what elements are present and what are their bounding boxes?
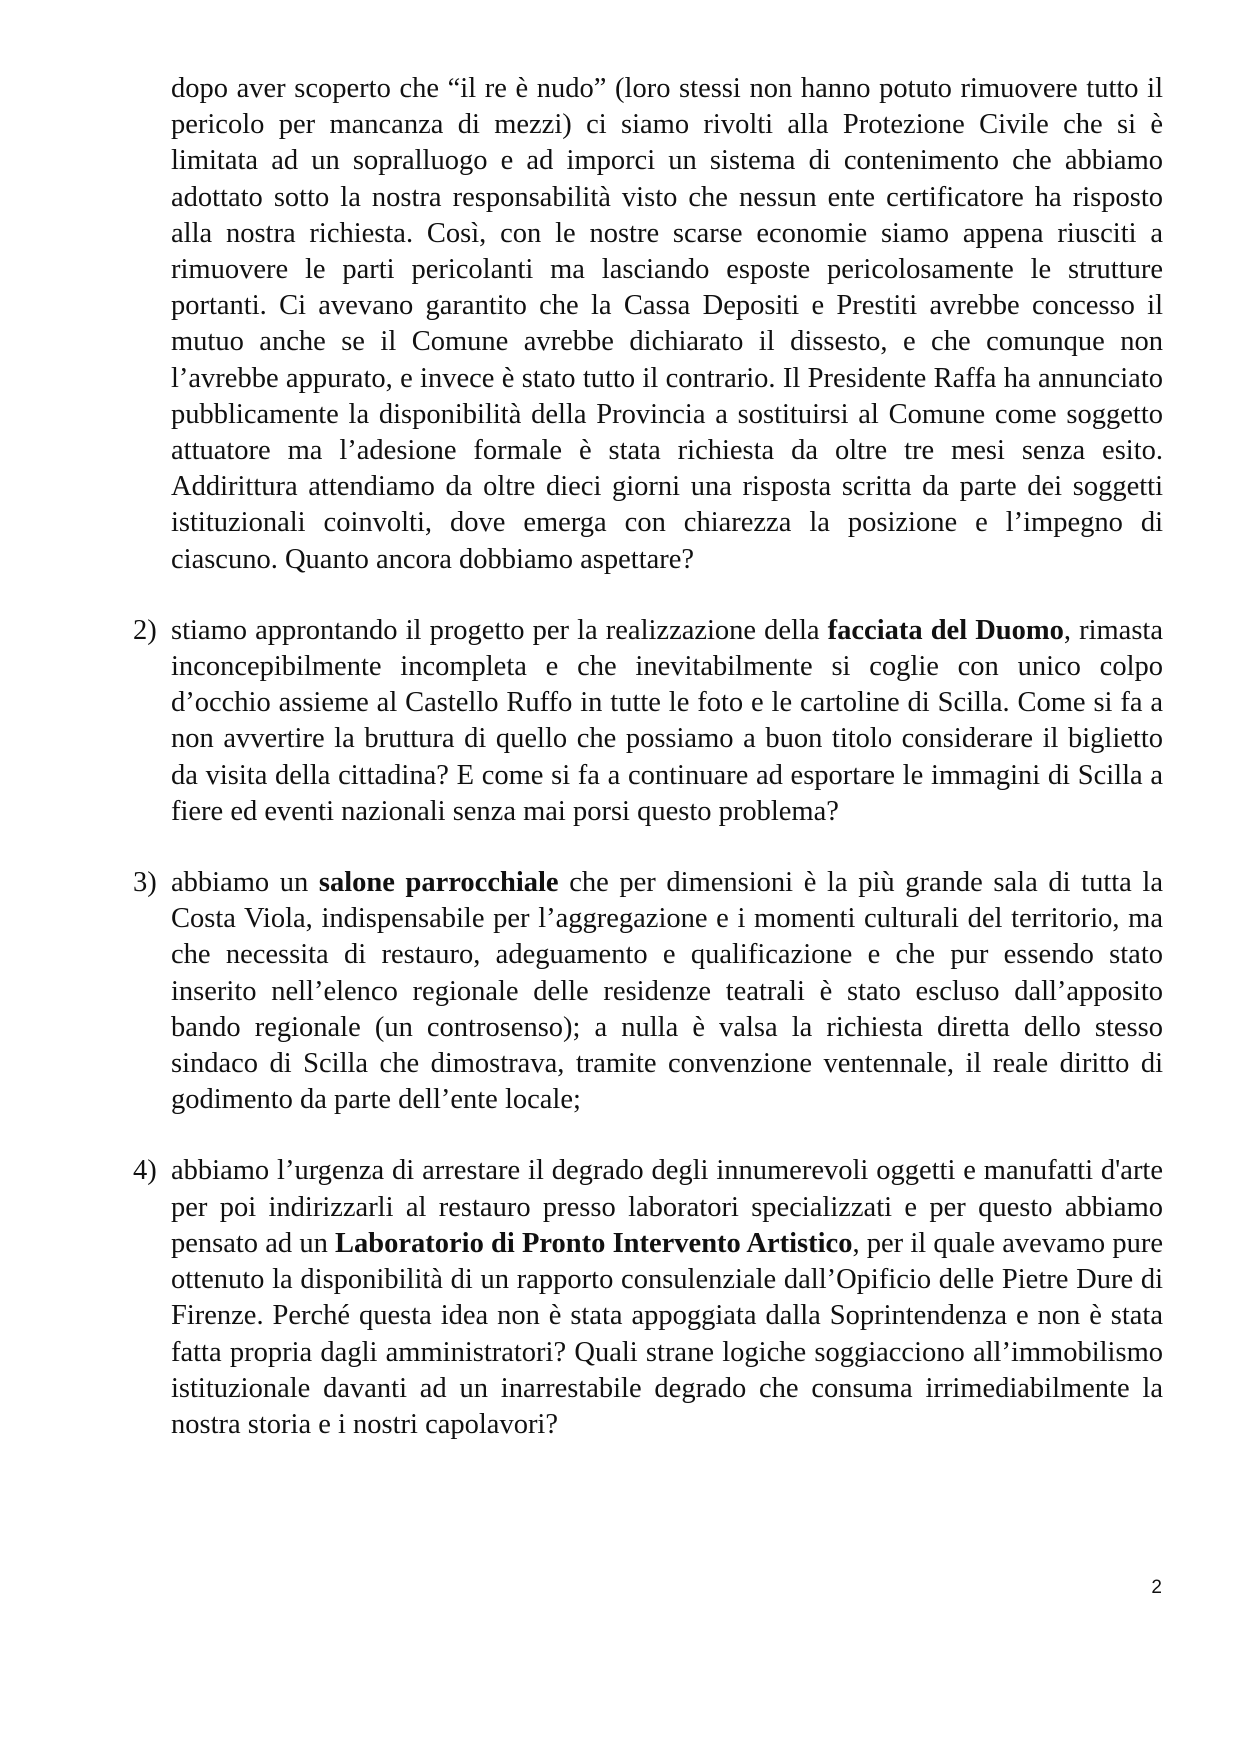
continuation-paragraph: dopo aver scoperto che “il re è nudo” (loro stessi non hanno potuto rimuovere tutto il pericolo per mancanza di mezzi) ci siamo rivolti alla Protezione Civile che si è limitata ad un sopralluogo e ad imporci un sistema di contenimento che abbiamo adottato sotto la nostra responsabilità visto che nessun ente certificatore ha risposto alla nostra richiesta. Così, con le nostre scarse economie siamo appena riusciti a rimuovere le parti pericolanti ma lasciando esposte pericolosamente le strutture portanti. Ci avevano garantito che la Cassa Depositi e Prestiti avrebbe concesso il mutuo anche se il Comune avrebbe dichiarato il dissesto, e che comunque non l’avrebbe appurato, e invece è stato tutto il contrario. Il Presidente Raffa ha annunciato pubblicamente la disponibilità della Provincia a sostituirsi al Comune come soggetto attuatore ma l’adesione formale è stata richiesta da oltre tre mesi senza esito. Addirittura attendiamo da oltre dieci giorni una risposta scritta da parte dei soggetti istituzionali coinvolti, dove emerga con chiarezza la posizione e l’impegno di ciascuno. Quanto ancora dobbiamo aspettare? [171, 73, 1163, 575]
list-item-text: abbiamo un salone parrocchiale che per dimensioni è la più grande sala di tutta la Costa Viola, indispensabile per l’aggregazione e i momenti culturali del territorio, ma che necessita di restauro, adeguamento e qualificazione e che pur essendo stato inserito nell’elenco regionale delle residenze teatrali è stato escluso dall’apposito bando regionale (un controsenso); a nulla è valsa la richiesta diretta dello stesso sindaco di Scilla che dimostrava, tramite convenzione ventennale, il reale diritto di godimento da parte dell’ente locale; [171, 867, 1164, 1116]
list-item-text: stiamo approntando il progetto per la realizzazione della facciata del Duomo, rimasta inconcepibilmente incompleta e che inevitabilmente si coglie con unico colpo d’occhio assieme al Castello Ruffo in tutte le foto e le cartoline di Scilla. Come si fa a non avvertire la bruttura di quello che possiamo a buon titolo considerare il biglietto da visita della cittadina? E come si fa a continuare ad esportare le immagini di Scilla a fiere ed eventi nazionali senza mai porsi questo problema? [171, 614, 1163, 827]
list-item-number: 4) [133, 1155, 157, 1187]
page-number: 2 [1151, 1577, 1162, 1598]
list-item [133, 865, 1164, 1118]
list-item-number: 3) [133, 867, 157, 899]
bold-phrase: Laboratorio di Pronto Intervento Artistico [335, 1227, 853, 1259]
list-item [133, 613, 1163, 830]
bold-phrase: facciata del Duomo [827, 614, 1064, 646]
list-item-number: 2) [133, 614, 157, 646]
body-text [133, 71, 1164, 1443]
bold-phrase: salone parrocchiale [318, 867, 559, 899]
list-item [133, 1153, 1163, 1443]
list-item-text: abbiamo l’urgenza di arrestare il degrado degli innumerevoli oggetti e manufatti d'arte per poi indirizzarli al restauro presso laboratori specializzati e per questo abbiamo pensato ad un Laboratorio di Pronto Intervento Artistico, per il quale avevamo pure ottenuto la disponibilità di un rapporto consulenziale dall’Opificio delle Pietre Dure di Firenze. Perché questa idea non è stata appoggiata dalla Soprintendenza e non è stata fatta propria dagli amministratori? Quali strane logiche soggiacciono all’immobilismo istituzionale davanti ad un inarrestabile degrado che consuma irrimediabilmente la nostra storia e i nostri capolavori? [171, 1155, 1163, 1440]
